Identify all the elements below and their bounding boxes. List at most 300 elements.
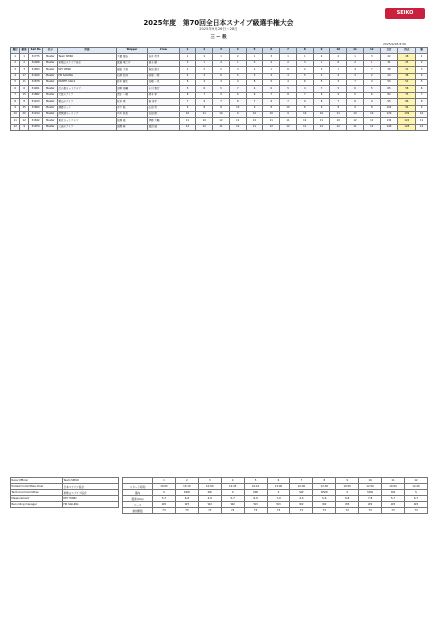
- race-score-cell: 1: [196, 60, 213, 66]
- condition-value: 5-6: [313, 496, 336, 502]
- condition-value: 73: [198, 508, 221, 514]
- skipper-cell: 佐藤 隆: [116, 118, 147, 124]
- total-cell: 134: [380, 118, 398, 124]
- race-score-cell: 3: [229, 67, 246, 73]
- race-score-cell: 5: [347, 92, 364, 98]
- race-score-cell: 10: [229, 105, 246, 111]
- race-score-cell: 11: [347, 124, 364, 130]
- sail-number-cell: 31775: [28, 54, 43, 60]
- race-score-cell: 6: [179, 79, 196, 85]
- race-score-cell: 2: [347, 60, 364, 66]
- condition-value: W2: [404, 502, 427, 508]
- race-score-cell: 11: [196, 111, 213, 117]
- skipper-cell: 浅野 裕輔: [116, 86, 147, 92]
- race-score-cell: 10: [363, 111, 380, 117]
- race-score-cell: 10: [213, 111, 230, 117]
- bow-number-cell: 9: [20, 124, 28, 130]
- condition-value: 73: [267, 508, 290, 514]
- condition-col-header: 5: [244, 478, 267, 484]
- crew-cell: 岡本 孝: [148, 92, 179, 98]
- club-cell: 葉山スナイプ: [58, 99, 117, 105]
- race-score-cell: 5: [229, 73, 246, 79]
- condition-value: W2: [313, 502, 336, 508]
- condition-value: 12:30: [313, 484, 336, 490]
- race-score-cell: 8: [263, 105, 280, 111]
- race-score-cell: 12: [347, 118, 364, 124]
- net-score-cell: 31: [398, 67, 416, 73]
- col-club: 所属: [58, 48, 117, 54]
- race-score-cell: 6: [280, 67, 297, 73]
- net-score-cell: 86: [398, 99, 416, 105]
- race-conditions-table: [122, 477, 428, 514]
- race-score-cell: 1: [347, 54, 364, 60]
- race-score-cell: 8: [246, 79, 263, 85]
- class-cell: Master: [43, 60, 58, 66]
- race-score-cell: 12: [229, 124, 246, 130]
- race-score-cell: 7: [347, 79, 364, 85]
- position-cell: 12: [416, 124, 428, 130]
- condition-col-header: 12: [404, 478, 427, 484]
- condition-value: 72: [221, 508, 244, 514]
- race-score-cell: 7: [296, 92, 313, 98]
- bow-number-cell: 25: [20, 105, 28, 111]
- race-score-cell: 3: [280, 73, 297, 79]
- club-cell: HR SAILING: [58, 73, 117, 79]
- sail-number-cell: 31842: [28, 118, 43, 124]
- col-race-11: 11: [347, 48, 364, 54]
- skipper-cell: 清水 一樹: [116, 92, 147, 98]
- net-score-cell: 109: [398, 111, 416, 117]
- race-score-cell: 4: [280, 79, 297, 85]
- bow-number-cell: 15: [20, 92, 28, 98]
- crew-cell: 山田 亮: [148, 105, 179, 111]
- official-label: Recording manager: [11, 502, 63, 508]
- race-score-cell: 8: [280, 92, 297, 98]
- race-score-cell: 10: [313, 111, 330, 117]
- condition-value: 6-8: [336, 496, 359, 502]
- club-cell: Team SEIKO: [58, 54, 117, 60]
- net-score-cell: 94: [398, 105, 416, 111]
- race-score-cell: 5: [246, 60, 263, 66]
- crew-cell: 徳永 健: [148, 60, 179, 66]
- race-score-cell: 10: [179, 111, 196, 117]
- club-cell: 江の島ヨットクラブ: [58, 86, 117, 92]
- position-cell: 9: [416, 105, 428, 111]
- race-score-cell: 7: [229, 86, 246, 92]
- race-score-cell: 11: [313, 118, 330, 124]
- official-label: Measurement: [11, 496, 63, 502]
- condition-value: S: [336, 490, 359, 496]
- race-score-cell: 6: [246, 92, 263, 98]
- race-score-cell: 1: [313, 60, 330, 66]
- condition-value: S: [153, 490, 176, 496]
- condition-value: W2: [153, 502, 176, 508]
- race-score-cell: 10: [296, 111, 313, 117]
- race-score-cell: 8: [296, 105, 313, 111]
- race-score-cell: 2: [330, 54, 347, 60]
- condition-value: S: [404, 490, 427, 496]
- condition-value: W3: [336, 502, 359, 508]
- condition-col-header: 1: [153, 478, 176, 484]
- race-score-cell: 7: [213, 99, 230, 105]
- condition-value: 72: [336, 508, 359, 514]
- condition-value: 5-7: [382, 496, 405, 502]
- condition-value: 10:05: [153, 484, 176, 490]
- condition-value: 7-9: [267, 496, 290, 502]
- race-score-cell: 5: [179, 86, 196, 92]
- race-score-cell: 9: [229, 111, 246, 117]
- condition-col-header: 6: [267, 478, 290, 484]
- club-cell: KEY WIND: [58, 67, 117, 73]
- condition-value: SW: [198, 490, 221, 496]
- col-net: 得点: [398, 48, 416, 54]
- position-cell: 11: [416, 118, 428, 124]
- race-score-cell: 7: [246, 99, 263, 105]
- race-score-cell: 11: [229, 118, 246, 124]
- col-total: 合計: [380, 48, 398, 54]
- condition-col-header: 8: [313, 478, 336, 484]
- race-score-cell: 3: [313, 67, 330, 73]
- condition-value: W2: [221, 502, 244, 508]
- condition-value: 73: [244, 508, 267, 514]
- col-class: 区分: [43, 48, 58, 54]
- rank-cell: 11: [11, 118, 20, 124]
- condition-value: 12:40: [404, 484, 427, 490]
- class-cell: Master: [43, 79, 58, 85]
- col-sail: Sail No: [28, 48, 43, 54]
- bow-number-cell: 17: [20, 73, 28, 79]
- condition-value: 73: [359, 508, 382, 514]
- position-cell: 2: [416, 60, 428, 66]
- bow-number-cell: 3: [20, 67, 28, 73]
- skipper-cell: 大橋 慶治: [116, 54, 147, 60]
- race-score-cell: 4: [196, 79, 213, 85]
- condition-value: 10:05: [336, 484, 359, 490]
- total-cell: 59: [380, 79, 398, 85]
- race-score-cell: 11: [280, 118, 297, 124]
- official-label: Race Official: [11, 478, 63, 484]
- condition-value: SW: [382, 490, 405, 496]
- condition-value: 13:10: [175, 484, 198, 490]
- class-cell: Master: [43, 99, 58, 105]
- rank-cell: 4: [11, 73, 20, 79]
- race-score-cell: 12: [280, 124, 297, 130]
- race-score-cell: 6: [229, 92, 246, 98]
- race-score-cell: 8: [363, 105, 380, 111]
- sail-number-cell: 32068: [28, 60, 43, 66]
- condition-label: 風速(m/s): [123, 496, 153, 502]
- race-score-cell: 9: [296, 99, 313, 105]
- race-score-cell: 4: [213, 60, 230, 66]
- race-score-cell: 2: [196, 54, 213, 60]
- class-cell: Master: [43, 92, 58, 98]
- race-score-cell: 7: [330, 99, 347, 105]
- condition-label: 風向: [123, 490, 153, 496]
- net-score-cell: 128: [398, 124, 416, 130]
- race-score-cell: 6: [213, 73, 230, 79]
- club-cell: 三浦スナイプ: [58, 124, 117, 130]
- race-score-cell: 4: [347, 67, 364, 73]
- col-skipper: Skipper: [116, 48, 147, 54]
- class-cell: Master: [43, 105, 58, 111]
- condition-value: 10:00: [198, 484, 221, 490]
- condition-value: 73: [175, 508, 198, 514]
- race-score-cell: 9: [213, 92, 230, 98]
- net-score-cell: 58: [398, 86, 416, 92]
- race-score-cell: 6: [313, 92, 330, 98]
- total-cell: 104: [380, 105, 398, 111]
- condition-label: 参加艇数: [123, 508, 153, 514]
- condition-col-header: 11: [382, 478, 405, 484]
- skipper-cell: 石原 和洋: [116, 73, 147, 79]
- bow-number-cell: 8: [20, 99, 28, 105]
- race-score-cell: 3: [296, 60, 313, 66]
- race-score-cell: 5: [330, 86, 347, 92]
- race-score-cell: 12: [246, 118, 263, 124]
- race-score-cell: 10: [347, 111, 364, 117]
- crew-cell: 吉田 翔: [148, 111, 179, 117]
- race-score-cell: 2: [263, 60, 280, 66]
- race-score-cell: 8: [213, 105, 230, 111]
- condition-value: W2: [198, 502, 221, 508]
- bow-number-cell: 20: [20, 111, 28, 117]
- race-score-cell: 12: [196, 124, 213, 130]
- race-score-cell: 9: [246, 105, 263, 111]
- results-table: [10, 47, 428, 131]
- race-score-cell: 7: [313, 86, 330, 92]
- race-score-cell: 6: [363, 92, 380, 98]
- condition-value: 10:00: [382, 484, 405, 490]
- condition-value: SW: [290, 490, 313, 496]
- col-bow: 艇番: [20, 48, 28, 54]
- condition-value: 4-6: [198, 496, 221, 502]
- col-rank: 順位: [11, 48, 20, 54]
- skipper-cell: 中川 拓也: [116, 111, 147, 117]
- total-cell: 38: [380, 67, 398, 73]
- race-score-cell: 4: [229, 79, 246, 85]
- sail-number-cell: 31860: [28, 105, 43, 111]
- seiko-logo: SEIKO: [385, 8, 425, 19]
- race-score-cell: 11: [263, 118, 280, 124]
- col-race-4: 4: [229, 48, 246, 54]
- official-label: Protest Committee Chair: [11, 484, 63, 490]
- position-cell: 4: [416, 73, 428, 79]
- total-cell: 65: [380, 86, 398, 92]
- class-cell: Master: [43, 111, 58, 117]
- rank-cell: 5: [11, 79, 20, 85]
- race-score-cell: 5: [196, 67, 213, 73]
- race-score-cell: 8: [330, 105, 347, 111]
- condition-value: S: [267, 490, 290, 496]
- race-score-cell: 2: [363, 73, 380, 79]
- race-score-cell: 1: [246, 54, 263, 60]
- condition-value: 10:10: [244, 484, 267, 490]
- race-score-cell: 2: [280, 60, 297, 66]
- race-score-cell: 12: [330, 124, 347, 130]
- condition-value: 12:50: [359, 484, 382, 490]
- race-score-cell: 12: [213, 118, 230, 124]
- condition-value: 7-8: [359, 496, 382, 502]
- race-score-cell: 6: [347, 86, 364, 92]
- sail-number-cell: 31870: [28, 124, 43, 130]
- race-score-cell: 12: [363, 124, 380, 130]
- condition-value: W3: [175, 502, 198, 508]
- race-score-cell: 1: [330, 67, 347, 73]
- class-cell: Master: [43, 124, 58, 130]
- official-value: 和歌山スナイプ協会: [63, 490, 119, 496]
- class-cell: Master: [43, 67, 58, 73]
- race-score-cell: 12: [296, 118, 313, 124]
- skipper-cell: 松本 真: [116, 99, 147, 105]
- bow-number-cell: 6: [20, 86, 28, 92]
- race-score-cell: 3: [363, 54, 380, 60]
- race-score-cell: 4: [363, 79, 380, 85]
- race-score-cell: 11: [179, 118, 196, 124]
- event-dates: 2025年9月26日～28日: [199, 27, 238, 31]
- condition-col-header: 3: [198, 478, 221, 484]
- race-score-cell: 8: [229, 99, 246, 105]
- rank-cell: 1: [11, 54, 20, 60]
- race-score-cell: 5: [263, 79, 280, 85]
- col-pos: 順: [416, 48, 428, 54]
- race-score-cell: 1: [213, 54, 230, 60]
- official-value: HR SAILING: [63, 502, 119, 508]
- official-label: Technical Committee: [11, 490, 63, 496]
- position-cell: 10: [416, 111, 428, 117]
- position-cell: 5: [416, 79, 428, 85]
- race-score-cell: 12: [179, 124, 196, 130]
- race-score-cell: 4: [330, 73, 347, 79]
- condition-col-header: 2: [175, 478, 198, 484]
- total-cell: 22: [380, 54, 398, 60]
- rank-cell: 2: [11, 60, 20, 66]
- race-score-cell: 5: [296, 73, 313, 79]
- condition-value: 6-7: [404, 496, 427, 502]
- skipper-cell: 福田 大将: [116, 67, 147, 73]
- race-score-cell: 9: [363, 99, 380, 105]
- race-score-cell: 4: [296, 86, 313, 92]
- official-value: 日本スナイプ協会: [63, 484, 119, 490]
- col-race-1: 1: [179, 48, 196, 54]
- race-score-cell: 3: [196, 73, 213, 79]
- total-cell: 44: [380, 73, 398, 79]
- race-score-cell: 10: [196, 118, 213, 124]
- results-body: [11, 54, 428, 131]
- crew-cell: 渡辺 誠: [148, 124, 179, 130]
- col-race-3: 3: [213, 48, 230, 54]
- condition-value: 4-5: [290, 496, 313, 502]
- race-score-cell: 8: [196, 105, 213, 111]
- crew-cell: 吉井 亮平: [148, 54, 179, 60]
- rank-cell: 3: [11, 67, 20, 73]
- condition-value: W2: [382, 502, 405, 508]
- net-score-cell: 25: [398, 60, 416, 66]
- race-score-cell: 1: [229, 60, 246, 66]
- table-row[interactable]: [11, 124, 428, 130]
- race-score-cell: 1: [263, 67, 280, 73]
- officials-table: [10, 477, 119, 508]
- condition-row: [123, 508, 428, 514]
- condition-value: 73: [404, 508, 427, 514]
- rank-cell: 8: [11, 99, 20, 105]
- sail-number-cell: 31914: [28, 111, 43, 117]
- col-race-9: 9: [313, 48, 330, 54]
- class-cell: Master: [43, 86, 58, 92]
- rank-cell: 12: [11, 124, 20, 130]
- race-score-cell: 5: [363, 86, 380, 92]
- condition-value: 6-9: [244, 496, 267, 502]
- col-race-2: 2: [196, 48, 213, 54]
- official-value: Team SEIKO: [63, 478, 119, 484]
- official-value: KEY WIND: [63, 496, 119, 502]
- skipper-cell: 鈴木 健太: [116, 79, 147, 85]
- race-score-cell: 6: [296, 79, 313, 85]
- condition-col-header: 4: [221, 478, 244, 484]
- race-score-cell: 10: [330, 118, 347, 124]
- condition-col-header: 9: [336, 478, 359, 484]
- race-score-cell: 2: [296, 67, 313, 73]
- condition-value: W3: [267, 502, 290, 508]
- rank-cell: 9: [11, 105, 20, 111]
- club-cell: 東京ヨットクラブ: [58, 118, 117, 124]
- rank-cell: 10: [11, 111, 20, 117]
- rank-cell: 7: [11, 92, 20, 98]
- class-cell: Master: [43, 118, 58, 124]
- race-score-cell: 9: [330, 92, 347, 98]
- race-score-cell: 9: [280, 111, 297, 117]
- crew-cell: 高橋 一也: [148, 79, 179, 85]
- page-title: 2025年度 第70回全日本スナイプ級選手権大会: [143, 19, 294, 27]
- race-score-cell: 3: [263, 54, 280, 60]
- official-row: [11, 502, 119, 508]
- condition-value: 73: [382, 508, 405, 514]
- condition-value: W2: [290, 502, 313, 508]
- race-score-cell: 9: [313, 105, 330, 111]
- club-cell: 大阪スナイプ: [58, 92, 117, 98]
- race-score-cell: 2: [246, 67, 263, 73]
- race-score-cell: 1: [363, 60, 380, 66]
- race-score-cell: 7: [179, 99, 196, 105]
- col-crew: Crew: [148, 48, 179, 54]
- race-score-cell: 6: [263, 86, 280, 92]
- crew-cell: 森 洋平: [148, 99, 179, 105]
- condition-col-header: 7: [290, 478, 313, 484]
- race-score-cell: 11: [296, 124, 313, 130]
- race-score-cell: 1: [280, 54, 297, 60]
- condition-value: W3: [244, 502, 267, 508]
- condition-label: コース: [123, 502, 153, 508]
- race-score-cell: 9: [347, 105, 364, 111]
- race-score-cell: 8: [179, 92, 196, 98]
- race-score-cell: 9: [179, 105, 196, 111]
- total-cell: 84: [380, 92, 398, 98]
- division-label: 三 ー 般: [210, 35, 227, 40]
- race-score-cell: 7: [363, 67, 380, 73]
- crew-cell: 荻原 一郎: [148, 73, 179, 79]
- class-cell: Master: [43, 73, 58, 79]
- race-score-cell: 4: [263, 73, 280, 79]
- race-score-cell: 5: [280, 86, 297, 92]
- condition-value: SSW: [359, 490, 382, 496]
- club-cell: 琵琶湖セーリング: [58, 111, 117, 117]
- race-score-cell: 12: [263, 124, 280, 130]
- race-score-cell: 3: [213, 79, 230, 85]
- condition-value: 12:45: [221, 484, 244, 490]
- position-cell: 7: [416, 92, 428, 98]
- col-race-8: 8: [296, 48, 313, 54]
- race-score-cell: 8: [313, 99, 330, 105]
- race-score-cell: 4: [179, 73, 196, 79]
